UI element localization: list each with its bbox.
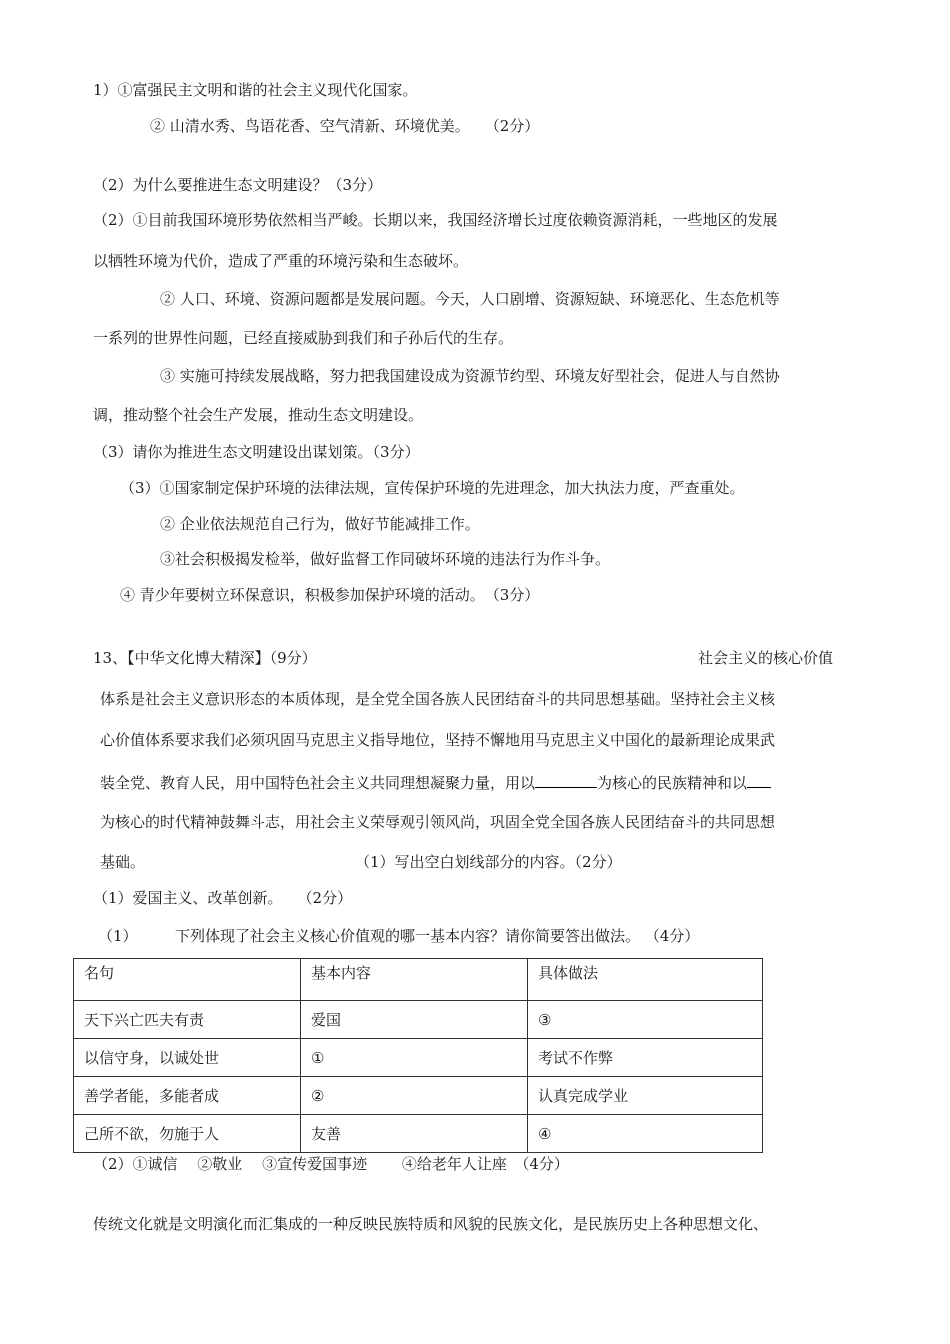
q12-answer-2-p3-l1: ③ 实施可持续发展战略，努力把我国建设成为资源节约型、环境友好型社会，促进人与自然协 — [160, 367, 780, 385]
q13-answer-1: （1）爱国主义、改革创新。 （2分） — [93, 889, 353, 907]
q13-intro-right: 社会主义的核心价值 — [698, 649, 834, 667]
fill-blank-1[interactable] — [535, 771, 597, 788]
table-cell: 善学者能，多能者成 — [74, 1077, 301, 1115]
table-row — [74, 1115, 763, 1153]
q13-paragraph-line-5: 基础。 — [100, 853, 146, 871]
q13-answer-2: （2）①诚信 ②敬业 ③宣传爱国事迹 ④给老年人让座 （4分） — [93, 1155, 569, 1173]
q12-answer-1-line-2: ② 山清水秀、鸟语花香、空气清新、环境优美。 （2分） — [150, 117, 540, 135]
q13-paragraph-line-2: 心价值体系要求我们必须巩固马克思主义指导地位，坚持不懈地用马克思主义中国化的最新理论成果武 — [100, 731, 776, 749]
table-header-cell: 具体做法 — [528, 959, 763, 1001]
q13-paragraph-line-3 — [100, 771, 771, 793]
table-header-cell: 名句 — [74, 959, 301, 1001]
q13-paragraph-line-1: 体系是社会主义意识形态的本质体现，是全党全国各族人民团结奋斗的共同思想基础。坚持社会主义核 — [100, 690, 776, 708]
table-cell: ④ — [528, 1115, 763, 1153]
q12-answer-2-p1-l1: （2）①目前我国环境形势依然相当严峻。长期以来，我国经济增长过度依赖资源消耗，一些地区的发展 — [93, 211, 778, 229]
table-cell: ③ — [528, 1001, 763, 1039]
fill-blank-2[interactable] — [747, 771, 771, 788]
q12-answer-2-p2-l1: ② 人口、环境、资源问题都是发展问题。今天，人口剧增、资源短缺、环境恶化、生态危机等 — [160, 290, 780, 308]
table-header-cell: 基本内容 — [301, 959, 528, 1001]
q12-answer-3-line-3: ③社会积极揭发检举，做好监督工作同破坏环境的违法行为作斗争。 — [160, 550, 611, 568]
table-row — [74, 1039, 763, 1077]
q12-answer-1-line-1: 1）①富强民主文明和谐的社会主义现代化国家。 — [93, 81, 418, 99]
table-cell: 爱国 — [301, 1001, 528, 1039]
table-cell: 考试不作弊 — [528, 1039, 763, 1077]
q12-answer-2-p2-l2: 一系列的世界性问题，已经直接威胁到我们和子孙后代的生存。 — [93, 329, 514, 347]
table-cell: 己所不欲，勿施于人 — [74, 1115, 301, 1153]
q12-question-3: （3）请你为推进生态文明建设出谋划策。（3分） — [93, 443, 420, 461]
table-row — [74, 1077, 763, 1115]
q13-heading: 13、【中华文化博大精深】（9分） — [93, 649, 317, 667]
table-header-row — [74, 959, 763, 1001]
q12-answer-3-line-4: ④ 青少年要树立环保意识，积极参加保护环境的活动。 （3分） — [120, 586, 540, 604]
table-cell: 友善 — [301, 1115, 528, 1153]
q13-question-2-number: （1） — [98, 927, 138, 945]
q13-line-3-middle: 为核心的民族精神和以 — [597, 774, 748, 792]
next-paragraph-line: 传统文化就是文明演化而汇集成的一种反映民族特质和风貌的民族文化，是民族历史上各种思想文化、 — [93, 1215, 769, 1233]
table-row — [74, 1001, 763, 1039]
q13-line-3-start: 装全党、教育人民，用中国特色社会主义共同理想凝聚力量，用以 — [100, 774, 536, 792]
table-cell: 天下兴亡匹夫有责 — [74, 1001, 301, 1039]
table-cell: 以信守身，以诚处世 — [74, 1039, 301, 1077]
table-cell: ① — [301, 1039, 528, 1077]
q13-paragraph-line-4: 为核心的时代精神鼓舞斗志，用社会主义荣辱观引领风尚，巩固全党全国各族人民团结奋斗的共同思想 — [100, 813, 776, 831]
values-table — [73, 958, 763, 1153]
q12-answer-2-p1-l2: 以牺牲环境为代价，造成了严重的环境污染和生态破坏。 — [93, 252, 469, 270]
table-cell: ② — [301, 1077, 528, 1115]
table-cell: 认真完成学业 — [528, 1077, 763, 1115]
q12-question-2: （2）为什么要推进生态文明建设？（3分） — [93, 176, 383, 194]
q13-question-1: （1）写出空白划线部分的内容。（2分） — [355, 853, 622, 871]
q12-answer-2-p3-l2: 调，推动整个社会生产发展，推动生态文明建设。 — [93, 406, 424, 424]
q12-answer-3-line-1: （3）①国家制定保护环境的法律法规，宣传保护环境的先进理念，加大执法力度，严查重处。 — [120, 479, 745, 497]
q12-answer-3-line-2: ② 企业依法规范自己行为，做好节能减排工作。 — [160, 515, 480, 533]
q13-question-2-text: 下列体现了社会主义核心价值观的哪一基本内容？请你简要答出做法。 （4分） — [175, 927, 700, 945]
